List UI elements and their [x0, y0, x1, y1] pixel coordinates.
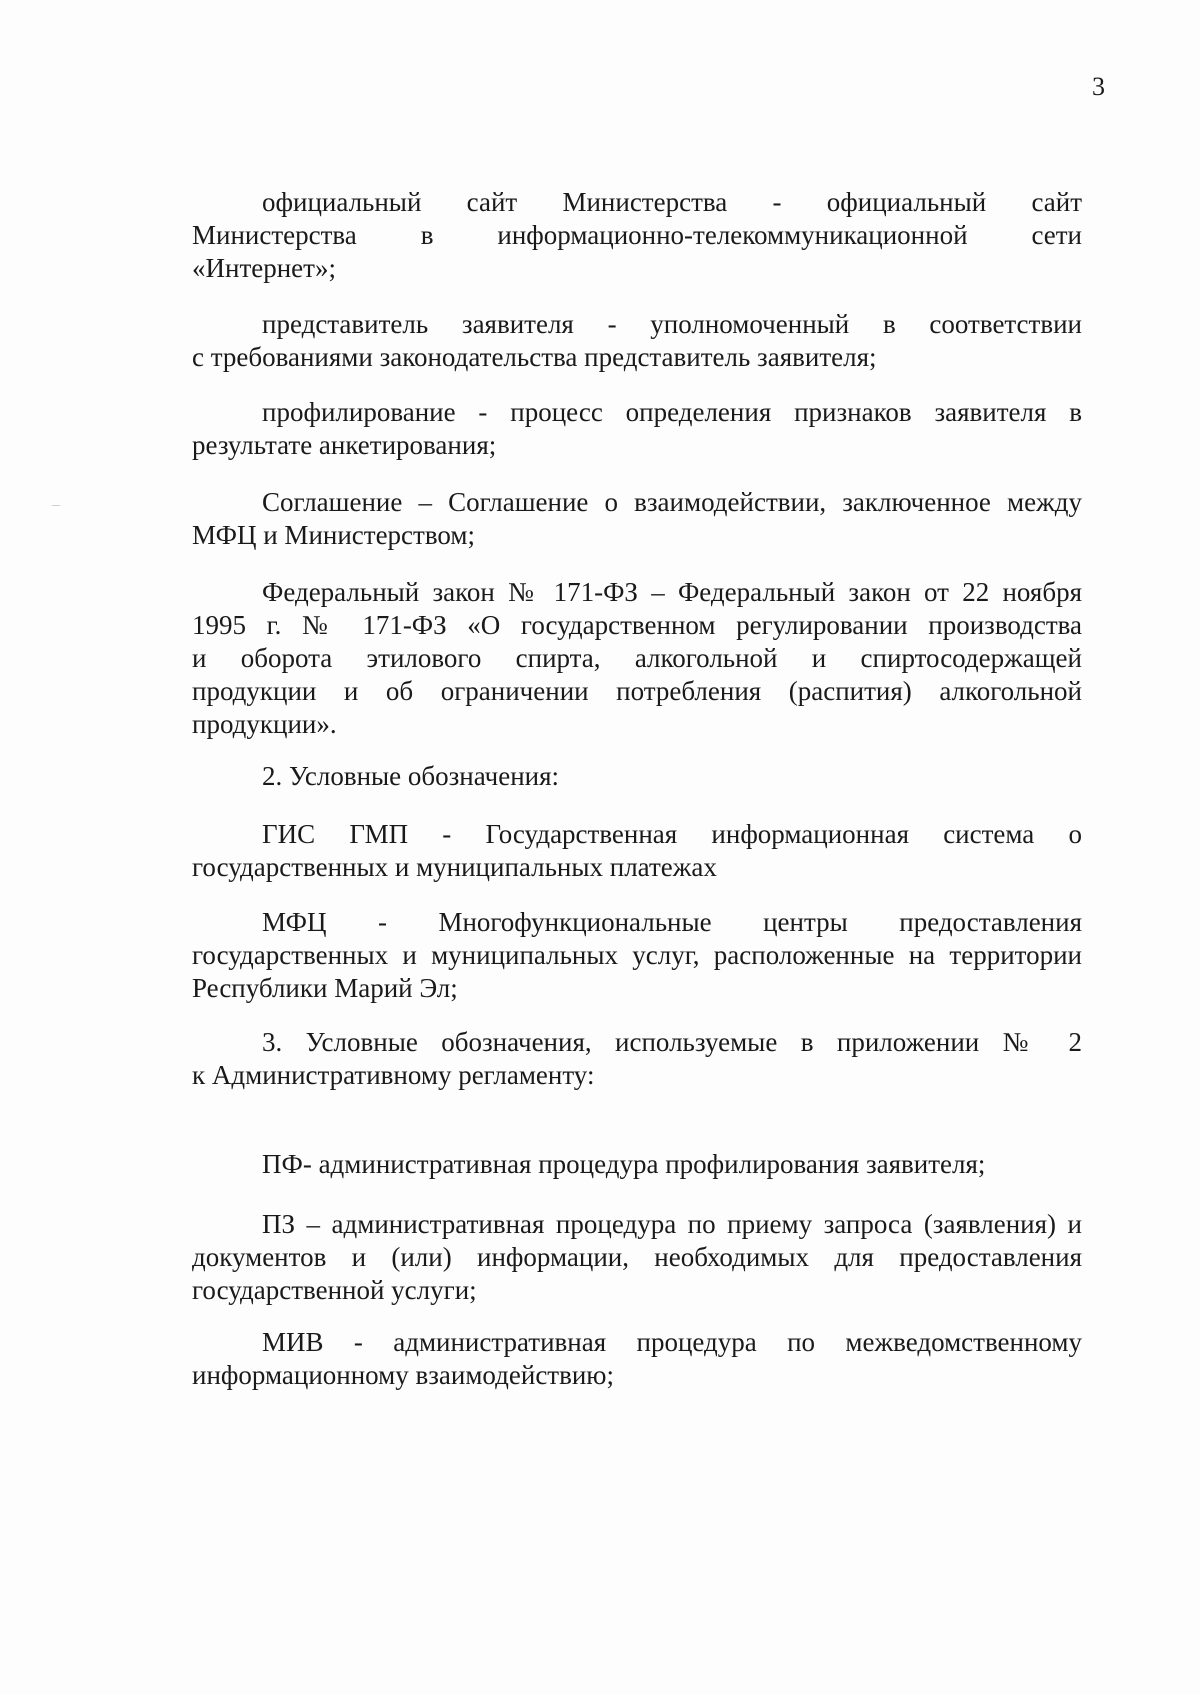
page-number: 3 [1092, 72, 1105, 101]
section-heading: к Административному регламенту: [192, 1060, 595, 1090]
text-line: ПЗ – административная процедура по приему запроса (заявления) и [262, 1209, 1082, 1239]
abbreviation-pf [192, 1148, 1082, 1181]
text-line: государственных и муниципальных услуг, расположенные на территории [192, 940, 1082, 970]
text-line: официальный сайт Министерства - официальный сайт [262, 187, 1082, 217]
text-line: ГИС ГМП - Государственная информационная система о [262, 819, 1082, 849]
text-line: МФЦ и Министерством; [192, 520, 475, 550]
text-line: продукции». [192, 709, 337, 739]
text-line: Соглашение – Соглашение о взаимодействии, заключенное между [262, 487, 1082, 517]
text-line: представитель заявителя - уполномоченный в соответствии [262, 309, 1082, 339]
text-line: продукции и об ограничении потребления (распития) алкогольной [192, 676, 1082, 706]
abbreviation-pz [192, 1208, 1082, 1307]
definition-applicant-representative [192, 308, 1082, 374]
text-line: профилирование - процесс определения признаков заявителя в [262, 397, 1082, 427]
definition-official-site [192, 186, 1082, 285]
text-line: ПФ- административная процедура профилирования заявителя; [262, 1149, 986, 1179]
text-line: Республики Марий Эл; [192, 973, 458, 1003]
text-line: государственных и муниципальных платежах [192, 852, 717, 882]
text-line: «Интернет»; [192, 253, 336, 283]
scan-artifact [52, 505, 60, 506]
section-heading: 3. Условные обозначения, используемые в приложении № 2 [262, 1027, 1082, 1057]
text-line: МИВ - административная процедура по межведомственному [262, 1327, 1082, 1357]
section-2-heading [192, 760, 1082, 793]
abbreviation-miv [192, 1326, 1082, 1392]
text-line: МФЦ - Многофункциональные центры предоставления [262, 907, 1082, 937]
text-line: документов и (или) информации, необходимых для предоставления [192, 1242, 1082, 1272]
section-heading: 2. Условные обозначения: [262, 761, 560, 791]
text-line: Министерства в информационно-телекоммуникационной сети [192, 220, 1082, 250]
abbreviation-gis-gmp [192, 818, 1082, 884]
definition-agreement [192, 486, 1082, 552]
text-line: результате анкетирования; [192, 430, 497, 460]
text-line: государственной услуги; [192, 1275, 477, 1305]
abbreviation-mfc [192, 906, 1082, 1005]
text-line: 1995 г. № 171-ФЗ «О государственном регулировании производства [192, 610, 1082, 640]
text-line: с требованиями законодательства представитель заявителя; [192, 342, 877, 372]
text-line: информационному взаимодействию; [192, 1360, 614, 1390]
text-line: и оборота этилового спирта, алкогольной и спиртосодержащей [192, 643, 1082, 673]
section-3-heading [192, 1026, 1082, 1092]
text-line: Федеральный закон № 171-ФЗ – Федеральный закон от 22 ноября [262, 577, 1082, 607]
definition-federal-law [192, 576, 1082, 741]
definition-profiling [192, 396, 1082, 462]
